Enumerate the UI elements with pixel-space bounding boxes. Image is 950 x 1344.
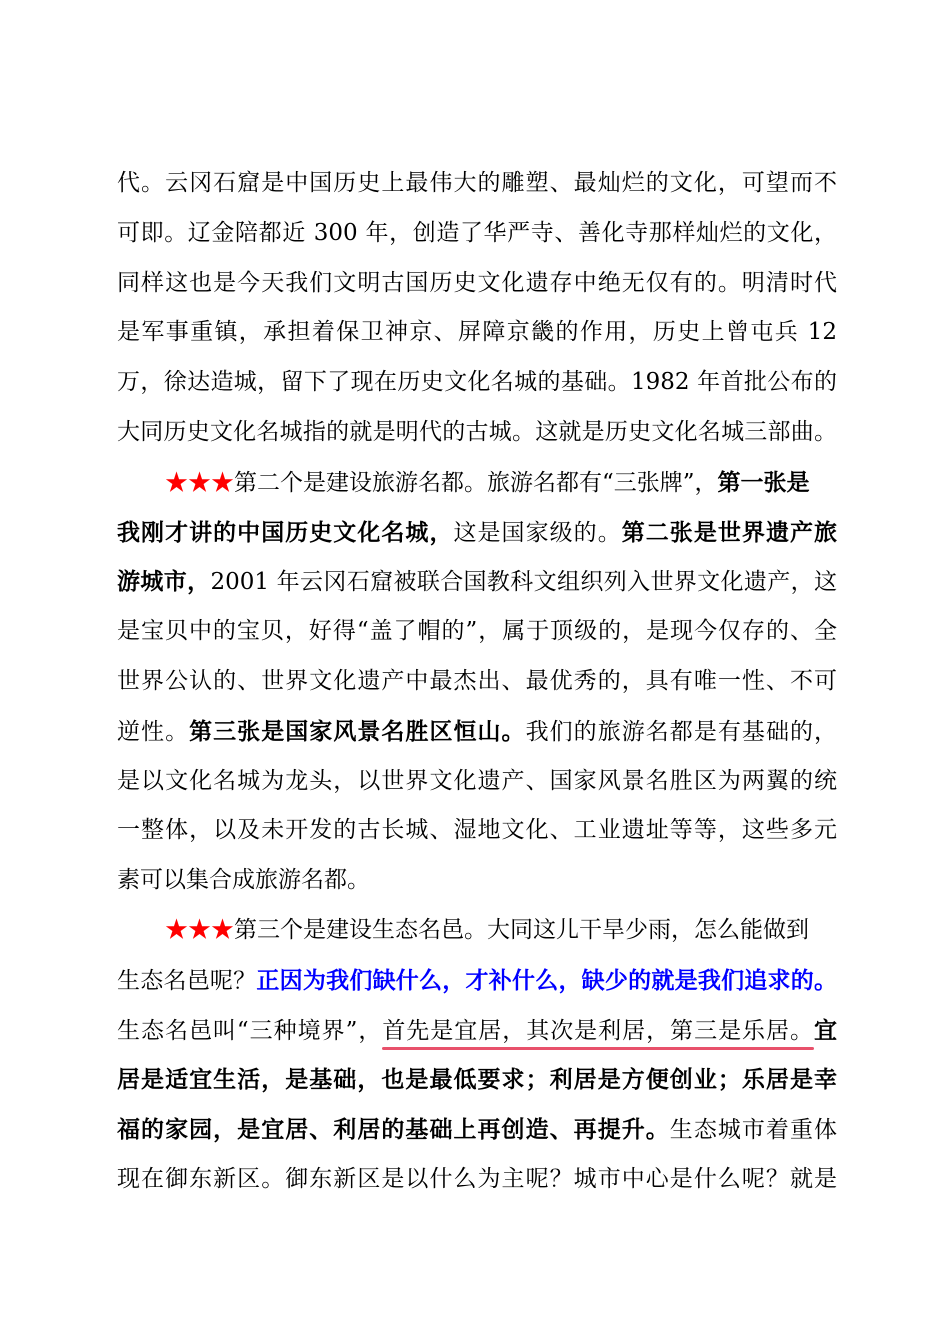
star-icon: ★★★: [165, 469, 234, 496]
paragraph-3-start: ★★★第三个是建设生态名邑。大同这儿干旱少雨，怎么能做到: [165, 916, 809, 943]
text-line: 一整体，以及未开发的古长城、湿地文化、工业遗址等等，这些多元: [117, 817, 837, 844]
text-line: 逆性。第三张是国家风景名胜区恒山。我们的旅游名都是有基础的，: [117, 717, 838, 745]
text-line: 可即。辽金陪都近 300 年，创造了华严寺、善化寺那样灿烂的文化，: [117, 219, 837, 246]
text-line: 同样这也是今天我们文明古国历史文化遗存中绝无仅有的。明清时代: [117, 269, 837, 296]
text-line: 世界公认的、世界文化遗产中最杰出、最优秀的，具有唯一性、不可: [117, 667, 837, 694]
text-line: 是以文化名城为龙头，以世界文化遗产、国家风景名胜区为两翼的统: [117, 767, 837, 794]
text-line: 福的家园，是宜居、利居的基础上再创造、再提升。生态城市着重体: [117, 1116, 838, 1144]
text-line: 我刚才讲的中国历史文化名城，这是国家级的。第二张是世界遗产旅: [117, 518, 838, 546]
paragraph-2-start: ★★★第二个是建设旅游名都。旅游名都有“三张牌”，第一张是: [165, 468, 810, 496]
star-icon: ★★★: [165, 916, 234, 943]
text-line: 大同历史文化名城指的就是明代的古城。这就是历史文化名城三部曲。: [117, 418, 837, 445]
text-line: 是军事重镇，承担着保卫神京、屏障京畿的作用，历史上曾屯兵 12: [117, 319, 837, 346]
text-line: 素可以集合成旅游名都。: [117, 867, 370, 894]
text-line: 代。云冈石窟是中国历史上最伟大的雕塑、最灿烂的文化，可望而不: [117, 170, 837, 196]
underlined-phrase: 首先是宜居，其次是利居，第三是乐居。: [382, 1017, 814, 1044]
text-line: 游城市，2001 年云冈石窟被联合国教科文组织列入世界文化遗产，这: [117, 568, 837, 596]
text-line: 生态名邑叫“三种境界”，首先是宜居，其次是利居，第三是乐居。宜: [117, 1016, 837, 1044]
text-line: 居是适宜生活，是基础，也是最低要求；利居是方便创业；乐居是幸: [117, 1066, 837, 1094]
text-line: 生态名邑呢？正因为我们缺什么，才补什么，缺少的就是我们追求的。: [117, 966, 838, 994]
text-line: 现在御东新区。御东新区是以什么为主呢？城市中心是什么呢？就是: [117, 1165, 837, 1192]
text-line: 万，徐达造城，留下了现在历史文化名城的基础。1982 年首批公布的: [117, 369, 837, 396]
body-text: [117, 159, 837, 1205]
text-line: 是宝贝中的宝贝，好得“盖了帽的”，属于顶级的，是现今仅存的、全: [117, 618, 837, 645]
